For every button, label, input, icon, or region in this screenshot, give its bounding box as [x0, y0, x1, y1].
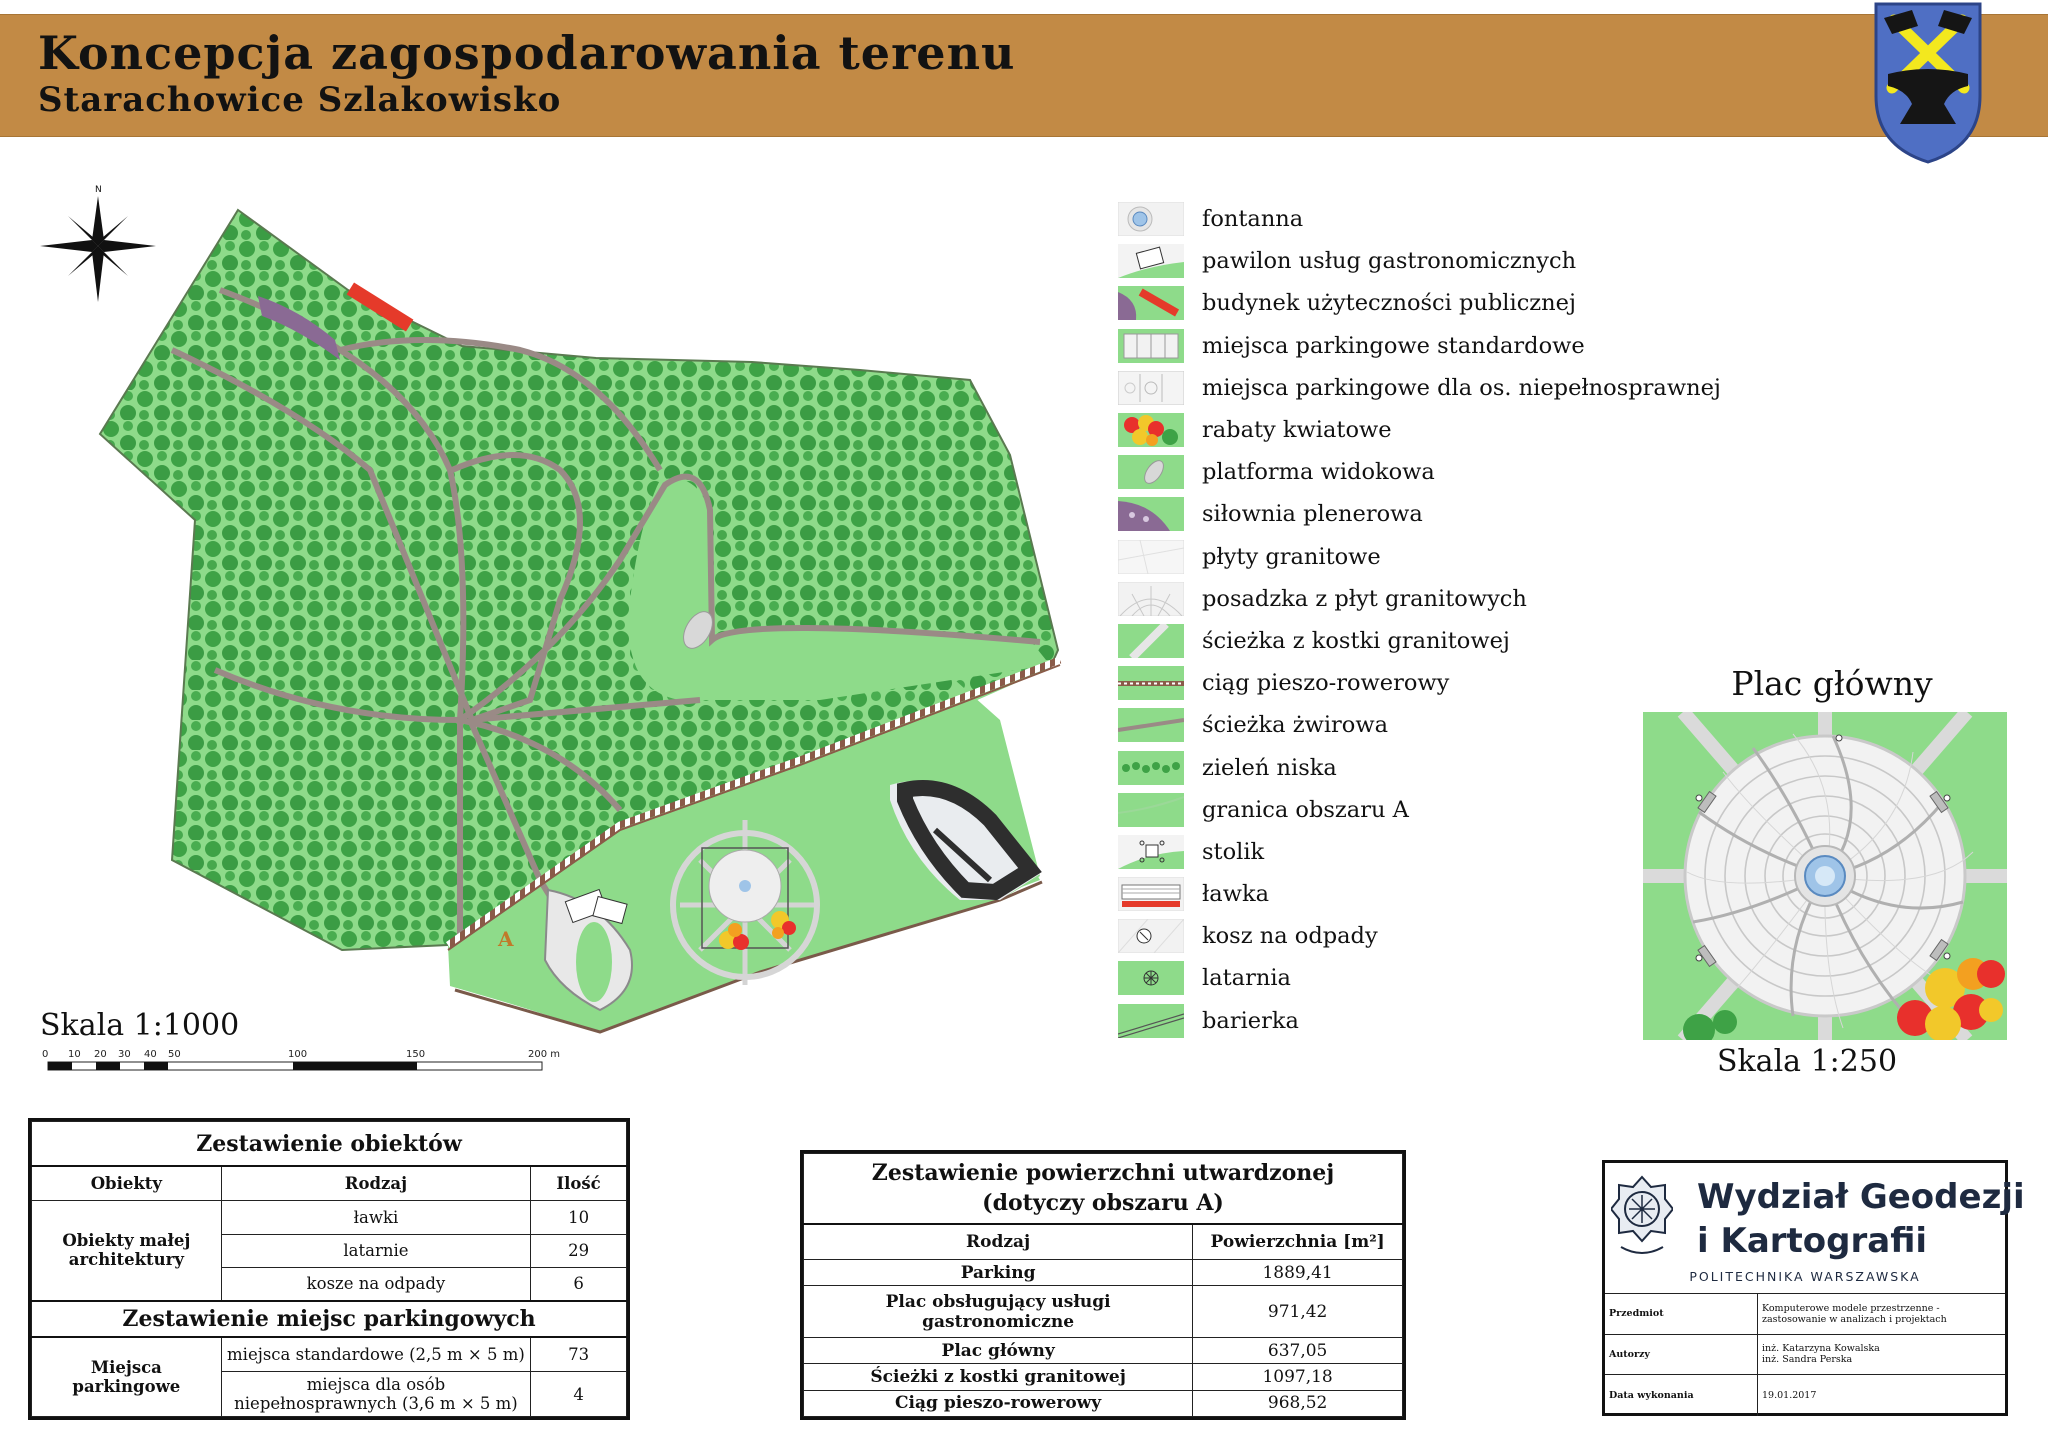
title-block-value: Komputerowe modele przestrzenne - zastosowanie w analizach i projektach	[1758, 1294, 2006, 1334]
granite-path-icon	[1118, 624, 1184, 658]
column-header: Obiekty	[32, 1166, 222, 1200]
public-building-icon	[1118, 286, 1184, 320]
table-row	[32, 1201, 627, 1234]
legend-label: siłownia plenerowa	[1202, 501, 1423, 528]
table-cell: Plac główny	[804, 1337, 1193, 1363]
table-row	[1605, 1294, 2005, 1334]
scale-tick-label: 200 m	[528, 1049, 561, 1060]
table-cell: Plac obsługujący usługi gastronomiczne	[804, 1286, 1193, 1337]
row-group-label: Obiekty małej architektury	[32, 1201, 222, 1301]
table-row	[804, 1286, 1403, 1337]
legend-item	[1118, 536, 1738, 578]
table-row	[1605, 1374, 2005, 1416]
legend-label: ścieżka z kostki granitowej	[1202, 627, 1510, 654]
legend-item	[1118, 325, 1738, 367]
legend-label: ścieżka żwirowa	[1202, 712, 1388, 739]
barrier-icon	[1118, 1004, 1184, 1038]
faculty-name: Wydział Geodezji i Kartografii	[1697, 1177, 2025, 1261]
legend-item	[1118, 198, 1738, 240]
scale-tick-label: 30	[118, 1049, 131, 1060]
table-cell: Parking	[804, 1260, 1193, 1286]
legend-item	[1118, 409, 1738, 451]
legend-label: platforma widokowa	[1202, 459, 1435, 486]
university-name: POLITECHNIKA WARSZAWSKA	[1689, 1269, 1921, 1284]
table-cell: latarnie	[221, 1234, 530, 1267]
granite-floor-icon	[1118, 582, 1184, 616]
plaza-scale-label: Skala 1:250	[1716, 1044, 1898, 1079]
area-boundary-icon	[1118, 793, 1184, 827]
legend-item	[1118, 620, 1738, 662]
table-cell: miejsca standardowe (2,5 m × 5 m)	[221, 1337, 530, 1371]
bench-icon	[1118, 877, 1184, 911]
fountain-icon	[1118, 202, 1184, 236]
table-icon	[1118, 835, 1184, 869]
title-block-value: 19.01.2017	[1762, 1389, 1817, 1401]
row-group-label: Miejsca parkingowe	[32, 1337, 222, 1416]
legend-label: miejsca parkingowe dla os. niepełnosprawnej	[1202, 374, 1721, 401]
table-cell: 6	[531, 1267, 627, 1300]
plaza-inset-title: Plac główny	[1731, 664, 1933, 703]
table-cell: Ścieżki z kostki granitowej	[804, 1364, 1193, 1390]
table-row	[804, 1260, 1403, 1286]
site-plan-map	[0, 160, 1090, 1060]
table-row	[804, 1364, 1403, 1390]
title-block-value: inż. Katarzyna Kowalska inż. Sandra Perska	[1758, 1334, 2006, 1374]
table-cell: kosze na odpady	[221, 1267, 530, 1300]
table-cell: 637,05	[1193, 1337, 1403, 1363]
legend-label: barierka	[1202, 1007, 1299, 1034]
outdoor-gym-icon	[1118, 497, 1184, 531]
granite-slab-icon	[1118, 540, 1184, 574]
table-row	[804, 1390, 1403, 1416]
disabled-parking-icon	[1118, 371, 1184, 405]
main-plaza-inset	[1643, 712, 2007, 1040]
legend-item	[1118, 367, 1738, 409]
table-row	[804, 1337, 1403, 1363]
title-block	[1602, 1160, 2025, 1416]
table-cell: 73	[531, 1337, 627, 1371]
scale-tick-label: 20	[94, 1049, 107, 1060]
lamp-icon	[1118, 961, 1184, 995]
scale-tick-label: 100	[288, 1049, 308, 1060]
legend-label: zieleń niska	[1202, 754, 1337, 781]
table-cell: 1097,18	[1193, 1364, 1403, 1390]
page-title: Koncepcja zagospodarowania terenu	[38, 26, 1016, 80]
surface-table-title-line1: Zestawienie powierzchni utwardzonej	[871, 1160, 1335, 1187]
scale-tick-label: 10	[68, 1049, 81, 1060]
table-cell: miejsca dla osób niepełnosprawnych (3,6 m × 5 m)	[221, 1372, 530, 1417]
north-label: N	[95, 185, 102, 195]
legend-label: ławka	[1202, 881, 1270, 908]
table-cell: 1889,41	[1193, 1260, 1403, 1286]
viewing-platform-icon	[1118, 455, 1184, 489]
legend-label: ciąg pieszo-rowerowy	[1202, 670, 1450, 697]
table-cell: 968,52	[1193, 1390, 1403, 1416]
table-cell: Ciąg pieszo-rowerowy	[804, 1390, 1193, 1416]
trash-bin-icon	[1118, 919, 1184, 953]
north-arrow-icon	[38, 180, 158, 310]
faculty-logo-icon	[1611, 1173, 1673, 1261]
column-header: Rodzaj	[804, 1224, 1193, 1260]
flowerbed-icon	[1118, 413, 1184, 447]
parking-table-title: Zestawienie miejsc parkingowych	[32, 1301, 627, 1337]
legend-item	[1118, 240, 1738, 282]
cycle-path-icon	[1118, 666, 1184, 700]
table-cell: ławki	[221, 1201, 530, 1234]
low-greenery-icon	[1118, 751, 1184, 785]
scale-tick-label: 40	[144, 1049, 157, 1060]
surface-table-title	[804, 1154, 1403, 1224]
legend-item	[1118, 451, 1738, 493]
legend-label: miejsca parkingowe standardowe	[1202, 332, 1585, 359]
title-block-rows	[1605, 1293, 2005, 1416]
legend-label: fontanna	[1202, 206, 1304, 233]
page-subtitle: Starachowice Szlakowisko	[38, 80, 562, 120]
coat-of-arms-icon	[1872, 0, 1984, 164]
legend-label: rabaty kwiatowe	[1202, 417, 1392, 444]
legend-label: kosz na odpady	[1202, 923, 1378, 950]
legend-label: posadzka z płyt granitowych	[1202, 585, 1527, 612]
legend-item	[1118, 578, 1738, 620]
table-row	[32, 1337, 627, 1371]
scale-tick-label: 150	[406, 1049, 426, 1060]
title-block-key: Data wykonania	[1605, 1374, 1758, 1416]
gravel-path-icon	[1118, 708, 1184, 742]
table-row	[1605, 1334, 2005, 1374]
column-header: Rodzaj	[221, 1166, 530, 1200]
title-block-key: Autorzy	[1605, 1334, 1758, 1374]
column-header: Powierzchnia [m²]	[1193, 1224, 1403, 1260]
legend-label: stolik	[1202, 838, 1265, 865]
column-header: Ilość	[531, 1166, 627, 1200]
area-a-label: A	[498, 927, 514, 951]
legend-label: płyty granitowe	[1202, 543, 1381, 570]
map-scale-label: Skala 1:1000	[40, 1008, 240, 1043]
legend-label: pawilon usług gastronomicznych	[1202, 248, 1577, 275]
pavilion-icon	[1118, 244, 1184, 278]
parking-icon	[1118, 329, 1184, 363]
hardened-surface-table	[800, 1150, 1406, 1420]
legend-label: latarnia	[1202, 965, 1291, 992]
legend-item	[1118, 282, 1738, 324]
scale-tick-label: 0	[42, 1049, 49, 1060]
table-cell: 10	[531, 1201, 627, 1234]
legend-item	[1118, 493, 1738, 535]
scale-tick-label: 50	[168, 1049, 181, 1060]
objects-table-title: Zestawienie obiektów	[32, 1122, 627, 1167]
title-block-key: Przedmiot	[1605, 1294, 1758, 1334]
legend-label: granica obszaru A	[1202, 796, 1409, 823]
table-cell: 4	[531, 1372, 627, 1417]
surface-table-title-line2: (dotyczy obszaru A)	[982, 1190, 1224, 1217]
table-cell: 29	[531, 1234, 627, 1267]
objects-summary-table	[28, 1118, 630, 1420]
table-cell: 971,42	[1193, 1286, 1403, 1337]
legend-label: budynek użyteczności publicznej	[1202, 290, 1576, 317]
scale-bar	[40, 1046, 580, 1076]
